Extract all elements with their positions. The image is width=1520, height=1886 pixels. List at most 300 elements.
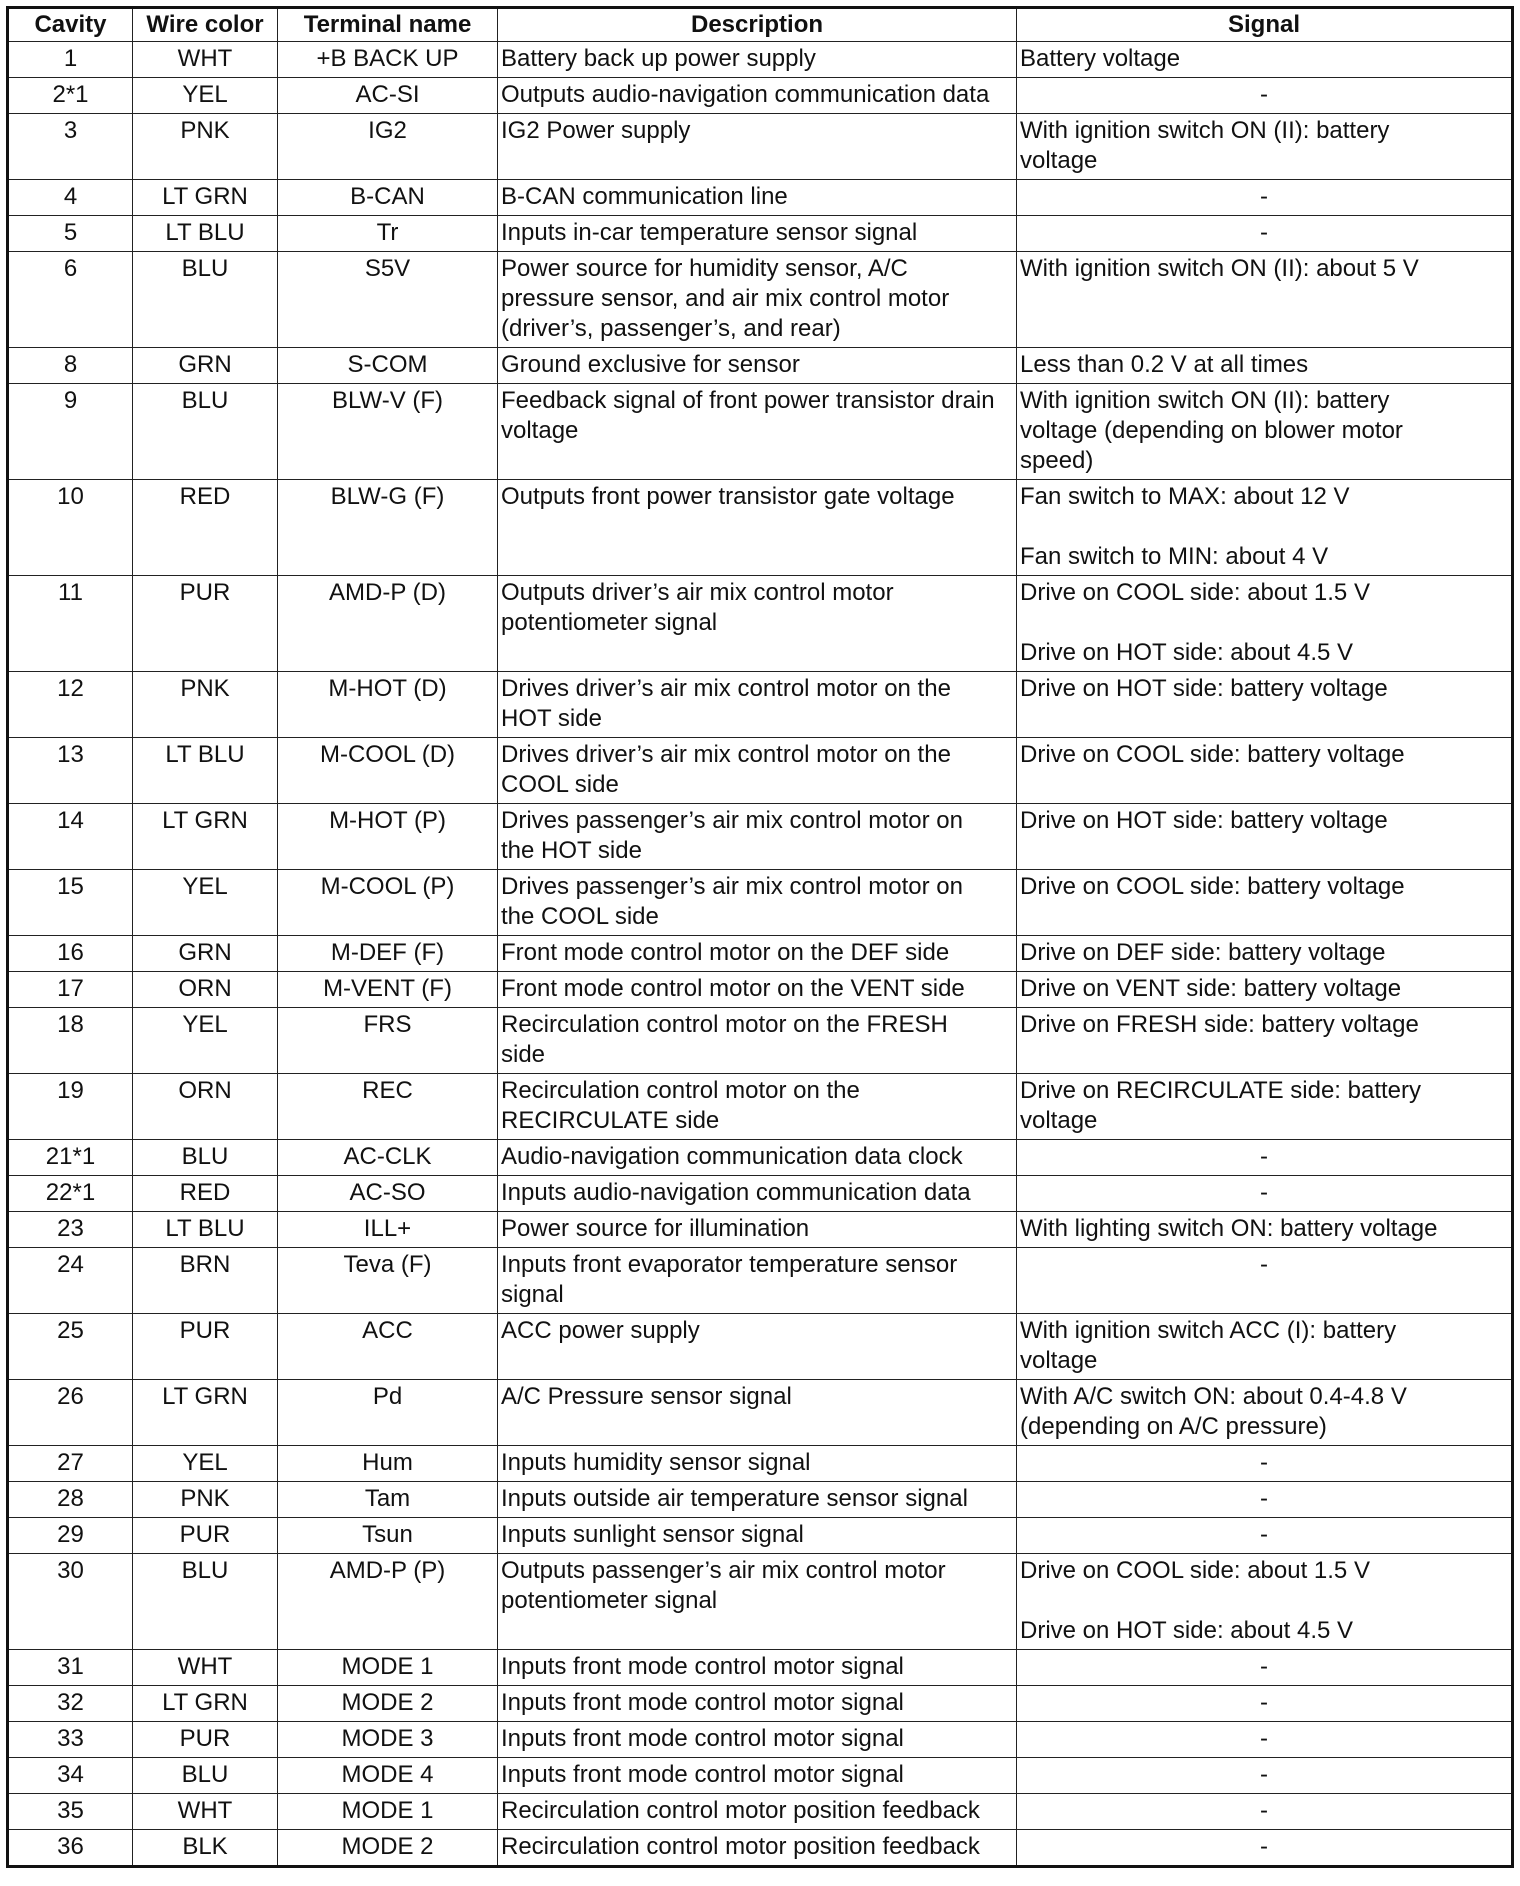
signal-cell — [1017, 1176, 1513, 1212]
cavity-cell — [8, 576, 133, 672]
description-cell-text: Front mode control motor on the DEF side — [501, 939, 950, 966]
cavity-cell-text: 11 — [58, 579, 83, 606]
signal-cell — [1017, 738, 1513, 804]
signal-cell-text: Drive on COOL side: battery voltage — [1020, 873, 1405, 900]
description-cell-text: Drives driver’s air mix control motor on the COOL side — [501, 741, 951, 798]
terminal-name-cell — [278, 576, 498, 672]
cavity-cell — [8, 1758, 133, 1794]
wire-color-cell-text: RED — [179, 1179, 231, 1206]
description-cell — [498, 672, 1017, 738]
wire-color-cell-text: ORN — [178, 975, 232, 1002]
connector-pinout-table — [6, 6, 1514, 1868]
cavity-cell-text: 30 — [57, 1557, 84, 1584]
terminal-name-cell-text: AC-CLK — [343, 1143, 432, 1170]
signal-cell-text: Drive on COOL side: about 1.5 V Drive on HOT side: about 4.5 V — [1020, 1557, 1370, 1644]
wire-color-cell-text: LT BLU — [165, 1215, 245, 1242]
terminal-name-cell-text: M-VENT (F) — [323, 975, 452, 1002]
wire-color-cell — [133, 480, 278, 576]
signal-cell — [1017, 936, 1513, 972]
description-cell-text: Recirculation control motor on the FRESH side — [501, 1011, 948, 1068]
terminal-name-cell — [278, 384, 498, 480]
table-body — [8, 42, 1513, 1867]
description-cell-text: Inputs front mode control motor signal — [501, 1761, 904, 1788]
wire-color-cell-text: BLU — [181, 255, 229, 282]
terminal-name-cell — [278, 1176, 498, 1212]
terminal-name-cell — [278, 870, 498, 936]
terminal-name-cell-text: B-CAN — [350, 183, 425, 210]
signal-cell — [1017, 42, 1513, 78]
wire-color-cell — [133, 672, 278, 738]
cavity-cell-text: 12 — [57, 675, 84, 702]
cavity-cell — [8, 1212, 133, 1248]
terminal-name-cell-text: AMD-P (D) — [329, 579, 446, 606]
cavity-cell — [8, 114, 133, 180]
cavity-cell — [8, 1794, 133, 1830]
terminal-name-cell — [278, 114, 498, 180]
terminal-name-cell — [278, 972, 498, 1008]
signal-cell — [1017, 804, 1513, 870]
signal-cell-text: Drive on COOL side: about 1.5 V Drive on HOT side: about 4.5 V — [1020, 579, 1370, 666]
wire-color-cell — [133, 1140, 278, 1176]
signal-cell — [1017, 1314, 1513, 1380]
description-cell — [498, 1686, 1017, 1722]
cavity-cell — [8, 870, 133, 936]
terminal-name-cell — [278, 1008, 498, 1074]
table-row — [8, 114, 1513, 180]
table-row — [8, 180, 1513, 216]
cavity-cell-text: 2*1 — [52, 81, 89, 108]
cavity-cell-text: 1 — [63, 45, 78, 72]
column-header-signal: Signal — [1017, 8, 1513, 42]
wire-color-cell-text: PNK — [180, 1485, 230, 1512]
terminal-name-cell-text: MODE 2 — [341, 1833, 434, 1860]
wire-color-cell-text: YEL — [182, 873, 228, 900]
table-row — [8, 738, 1513, 804]
description-cell-text: Inputs front mode control motor signal — [501, 1653, 904, 1680]
cavity-cell-text: 16 — [57, 939, 84, 966]
terminal-name-cell — [278, 1248, 498, 1314]
wire-color-cell — [133, 42, 278, 78]
signal-cell — [1017, 576, 1513, 672]
description-cell-text: ACC power supply — [501, 1317, 700, 1344]
terminal-name-cell-text: MODE 1 — [341, 1653, 434, 1680]
wire-color-cell — [133, 1380, 278, 1446]
description-cell-text: Inputs front mode control motor signal — [501, 1725, 904, 1752]
description-cell-text: Drives passenger’s air mix control motor on the HOT side — [501, 807, 963, 864]
description-cell — [498, 804, 1017, 870]
cavity-cell-text: 17 — [57, 975, 84, 1002]
table-row — [8, 1212, 1513, 1248]
description-cell — [498, 1140, 1017, 1176]
table-row — [8, 1140, 1513, 1176]
cavity-cell-text: 4 — [63, 183, 78, 210]
signal-cell-text: - — [1260, 1797, 1268, 1824]
terminal-name-cell-text: Teva (F) — [343, 1251, 432, 1278]
terminal-name-cell-text: MODE 3 — [341, 1725, 434, 1752]
description-cell — [498, 180, 1017, 216]
terminal-name-cell — [278, 1380, 498, 1446]
terminal-name-cell-text: M-HOT (P) — [329, 807, 446, 834]
cavity-cell-text: 27 — [57, 1449, 84, 1476]
description-cell — [498, 1482, 1017, 1518]
cavity-cell — [8, 480, 133, 576]
wire-color-cell-text: BLU — [181, 1143, 229, 1170]
signal-cell — [1017, 1722, 1513, 1758]
signal-cell-text: Drive on VENT side: battery voltage — [1020, 975, 1402, 1002]
signal-cell-text: - — [1260, 1251, 1268, 1278]
cavity-cell — [8, 42, 133, 78]
wire-color-cell — [133, 1650, 278, 1686]
description-cell-text: Recirculation control motor on the RECIRCULATE side — [501, 1077, 860, 1134]
cavity-cell — [8, 738, 133, 804]
wire-color-cell-text: PNK — [180, 117, 230, 144]
table-row — [8, 1446, 1513, 1482]
wire-color-cell — [133, 1074, 278, 1140]
wire-color-cell-text: PNK — [180, 675, 230, 702]
signal-cell-text: - — [1260, 81, 1268, 108]
wire-color-cell-text: PUR — [179, 1521, 231, 1548]
table-row — [8, 1758, 1513, 1794]
cavity-cell-text: 34 — [57, 1761, 84, 1788]
cavity-cell — [8, 1074, 133, 1140]
cavity-cell — [8, 936, 133, 972]
cavity-cell-text: 13 — [57, 741, 84, 768]
signal-cell — [1017, 348, 1513, 384]
terminal-name-cell — [278, 1686, 498, 1722]
signal-cell-text: - — [1260, 219, 1268, 246]
cavity-cell — [8, 1314, 133, 1380]
table-row — [8, 576, 1513, 672]
description-cell-text: Power source for illumination — [501, 1215, 810, 1242]
signal-cell-text: Drive on HOT side: battery voltage — [1020, 807, 1388, 834]
description-cell — [498, 1074, 1017, 1140]
signal-cell-text: - — [1260, 1449, 1268, 1476]
cavity-cell — [8, 1554, 133, 1650]
table-row — [8, 1518, 1513, 1554]
description-cell — [498, 1176, 1017, 1212]
description-cell — [498, 1446, 1017, 1482]
table-row — [8, 672, 1513, 738]
description-cell — [498, 870, 1017, 936]
wire-color-cell — [133, 576, 278, 672]
table-row — [8, 1248, 1513, 1314]
terminal-name-cell-text: Tr — [376, 219, 399, 246]
cavity-cell-text: 31 — [57, 1653, 84, 1680]
table-row — [8, 1314, 1513, 1380]
description-cell — [498, 1008, 1017, 1074]
terminal-name-cell-text: AC-SI — [355, 81, 420, 108]
signal-cell-text: - — [1260, 1761, 1268, 1788]
wire-color-cell-text: WHT — [177, 1797, 233, 1824]
wire-color-cell-text: PUR — [179, 1725, 231, 1752]
description-cell-text: Outputs passenger’s air mix control motor potentiometer signal — [501, 1557, 946, 1614]
wire-color-cell-text: YEL — [182, 1011, 228, 1038]
signal-cell — [1017, 384, 1513, 480]
cavity-cell-text: 29 — [57, 1521, 84, 1548]
table-row — [8, 1722, 1513, 1758]
wire-color-cell-text: GRN — [178, 351, 232, 378]
table-row — [8, 1830, 1513, 1867]
terminal-name-cell — [278, 1518, 498, 1554]
wire-color-cell — [133, 252, 278, 348]
description-cell-text: Ground exclusive for sensor — [501, 351, 800, 378]
terminal-name-cell-text: M-DEF (F) — [330, 939, 445, 966]
terminal-name-cell-text: Tam — [364, 1485, 411, 1512]
description-cell — [498, 1650, 1017, 1686]
description-cell — [498, 576, 1017, 672]
description-cell — [498, 1314, 1017, 1380]
terminal-name-cell-text: Hum — [362, 1449, 413, 1476]
signal-cell-text: - — [1260, 1653, 1268, 1680]
wire-color-cell — [133, 1722, 278, 1758]
signal-cell-text: - — [1260, 1143, 1268, 1170]
description-cell — [498, 1518, 1017, 1554]
terminal-name-cell-text: REC — [362, 1077, 413, 1104]
description-cell — [498, 114, 1017, 180]
wire-color-cell — [133, 180, 278, 216]
description-cell-text: Inputs front mode control motor signal — [501, 1689, 904, 1716]
wire-color-cell-text: WHT — [177, 1653, 233, 1680]
signal-cell-text: - — [1260, 1521, 1268, 1548]
table-row — [8, 1554, 1513, 1650]
description-cell — [498, 1722, 1017, 1758]
terminal-name-cell — [278, 78, 498, 114]
signal-cell-text: Less than 0.2 V at all times — [1020, 351, 1309, 378]
signal-cell — [1017, 672, 1513, 738]
terminal-name-cell-text: AC-SO — [349, 1179, 426, 1206]
terminal-name-cell — [278, 1722, 498, 1758]
signal-cell — [1017, 480, 1513, 576]
description-cell — [498, 738, 1017, 804]
terminal-name-cell — [278, 1074, 498, 1140]
cavity-cell-text: 8 — [63, 351, 78, 378]
signal-cell — [1017, 1794, 1513, 1830]
wire-color-cell — [133, 1008, 278, 1074]
signal-cell — [1017, 870, 1513, 936]
terminal-name-cell — [278, 252, 498, 348]
cavity-cell-text: 22*1 — [45, 1179, 96, 1206]
wire-color-cell-text: BLK — [182, 1833, 228, 1860]
wire-color-cell-text: YEL — [182, 1449, 228, 1476]
cavity-cell-text: 33 — [57, 1725, 84, 1752]
cavity-cell — [8, 252, 133, 348]
description-cell-text: Recirculation control motor position feedback — [501, 1833, 980, 1860]
wire-color-cell-text: BRN — [179, 1251, 231, 1278]
signal-cell — [1017, 252, 1513, 348]
terminal-name-cell-text: ILL+ — [363, 1215, 412, 1242]
signal-cell — [1017, 1650, 1513, 1686]
cavity-cell — [8, 78, 133, 114]
table-row — [8, 870, 1513, 936]
cavity-cell-text: 25 — [57, 1317, 84, 1344]
signal-cell-text: Drive on RECIRCULATE side: battery voltage — [1020, 1077, 1422, 1134]
terminal-name-cell-text: MODE 4 — [341, 1761, 434, 1788]
wire-color-cell — [133, 78, 278, 114]
table-row — [8, 1794, 1513, 1830]
cavity-cell — [8, 672, 133, 738]
cavity-cell — [8, 1008, 133, 1074]
description-cell-text: Inputs outside air temperature sensor signal — [501, 1485, 968, 1512]
cavity-cell-text: 19 — [57, 1077, 84, 1104]
table-row — [8, 42, 1513, 78]
signal-cell — [1017, 1830, 1513, 1867]
wire-color-cell-text: LT GRN — [162, 807, 248, 834]
signal-cell — [1017, 1554, 1513, 1650]
description-cell-text: Drives passenger’s air mix control motor on the COOL side — [501, 873, 963, 930]
table-row — [8, 348, 1513, 384]
terminal-name-cell — [278, 738, 498, 804]
table-row — [8, 1176, 1513, 1212]
signal-cell — [1017, 1758, 1513, 1794]
terminal-name-cell — [278, 1314, 498, 1380]
terminal-name-cell — [278, 480, 498, 576]
cavity-cell-text: 28 — [57, 1485, 84, 1512]
cavity-cell-text: 10 — [57, 483, 84, 510]
description-cell-text: Inputs in-car temperature sensor signal — [501, 219, 918, 246]
wire-color-cell — [133, 348, 278, 384]
signal-cell-text: Drive on FRESH side: battery voltage — [1020, 1011, 1419, 1038]
column-header-terminal-name: Terminal name — [278, 8, 498, 42]
terminal-name-cell-text: Tsun — [362, 1521, 413, 1548]
header-row — [8, 8, 1513, 42]
signal-cell — [1017, 114, 1513, 180]
terminal-name-cell-text: MODE 2 — [341, 1689, 434, 1716]
signal-cell-text: With ignition switch ON (II): battery voltage (depending on blower motor speed) — [1020, 387, 1403, 474]
wire-color-cell — [133, 870, 278, 936]
description-cell-text: Audio-navigation communication data clock — [501, 1143, 963, 1170]
terminal-name-cell — [278, 1650, 498, 1686]
terminal-name-cell-text: M-HOT (D) — [328, 675, 447, 702]
cavity-cell-text: 21*1 — [45, 1143, 96, 1170]
signal-cell-text: With A/C switch ON: about 0.4-4.8 V (depending on A/C pressure) — [1020, 1383, 1407, 1440]
table-row — [8, 1482, 1513, 1518]
description-cell — [498, 1758, 1017, 1794]
cavity-cell-text: 32 — [57, 1689, 84, 1716]
signal-cell — [1017, 1140, 1513, 1176]
terminal-name-cell — [278, 216, 498, 252]
description-cell-text: Inputs front evaporator temperature sensor signal — [501, 1251, 958, 1308]
signal-cell-text: Drive on HOT side: battery voltage — [1020, 675, 1388, 702]
signal-cell-text: - — [1260, 1725, 1268, 1752]
signal-cell — [1017, 1380, 1513, 1446]
cavity-cell — [8, 384, 133, 480]
terminal-name-cell-text: BLW-V (F) — [331, 387, 444, 414]
terminal-name-cell — [278, 1446, 498, 1482]
description-cell-text: Inputs audio-navigation communication data — [501, 1179, 971, 1206]
table-row — [8, 1650, 1513, 1686]
terminal-name-cell-text: BLW-G (F) — [330, 483, 445, 510]
cavity-cell — [8, 1722, 133, 1758]
wire-color-cell-text: WHT — [177, 45, 233, 72]
cavity-cell — [8, 1176, 133, 1212]
cavity-cell — [8, 348, 133, 384]
terminal-name-cell-text: FRS — [363, 1011, 412, 1038]
table-row — [8, 972, 1513, 1008]
description-cell — [498, 348, 1017, 384]
cavity-cell — [8, 972, 133, 1008]
table-row — [8, 384, 1513, 480]
table-row — [8, 216, 1513, 252]
terminal-name-cell-text: MODE 1 — [341, 1797, 434, 1824]
wire-color-cell — [133, 114, 278, 180]
wire-color-cell — [133, 972, 278, 1008]
cavity-cell — [8, 1686, 133, 1722]
wire-color-cell — [133, 1554, 278, 1650]
wire-color-cell-text: LT GRN — [162, 1383, 248, 1410]
terminal-name-cell-text: S5V — [364, 255, 411, 282]
cavity-cell-text: 15 — [57, 873, 84, 900]
wire-color-cell — [133, 1518, 278, 1554]
table-row — [8, 252, 1513, 348]
wire-color-cell-text: LT GRN — [162, 183, 248, 210]
wire-color-cell — [133, 216, 278, 252]
cavity-cell-text: 18 — [57, 1011, 84, 1038]
wire-color-cell — [133, 1794, 278, 1830]
wire-color-cell-text: YEL — [182, 81, 228, 108]
wire-color-cell — [133, 804, 278, 870]
signal-cell — [1017, 1518, 1513, 1554]
signal-cell-text: Fan switch to MAX: about 12 V Fan switch to MIN: about 4 V — [1020, 483, 1350, 570]
table-row — [8, 1380, 1513, 1446]
terminal-name-cell-text: M-COOL (P) — [320, 873, 455, 900]
cavity-cell — [8, 1650, 133, 1686]
description-cell — [498, 480, 1017, 576]
signal-cell-text: - — [1260, 183, 1268, 210]
wire-color-cell-text: BLU — [181, 1557, 229, 1584]
wire-color-cell-text: LT GRN — [162, 1689, 248, 1716]
description-cell-text: Battery back up power supply — [501, 45, 816, 72]
description-cell-text: A/C Pressure sensor signal — [501, 1383, 792, 1410]
description-cell — [498, 1554, 1017, 1650]
signal-cell-text: - — [1260, 1179, 1268, 1206]
terminal-name-cell — [278, 804, 498, 870]
description-cell — [498, 216, 1017, 252]
wire-color-cell — [133, 738, 278, 804]
wire-color-cell — [133, 1482, 278, 1518]
terminal-name-cell — [278, 1794, 498, 1830]
cavity-cell — [8, 1248, 133, 1314]
description-cell-text: Feedback signal of front power transistor drain voltage — [501, 387, 995, 444]
signal-cell-text: With ignition switch ON (II): battery voltage — [1020, 117, 1390, 174]
wire-color-cell — [133, 1830, 278, 1867]
wire-color-cell-text: BLU — [181, 387, 229, 414]
description-cell-text: Recirculation control motor position feedback — [501, 1797, 980, 1824]
terminal-name-cell — [278, 936, 498, 972]
cavity-cell — [8, 804, 133, 870]
description-cell — [498, 936, 1017, 972]
description-cell-text: Outputs front power transistor gate voltage — [501, 483, 955, 510]
description-cell — [498, 78, 1017, 114]
terminal-name-cell — [278, 1758, 498, 1794]
column-header-wire-color: Wire color — [133, 8, 278, 42]
wire-color-cell — [133, 1212, 278, 1248]
table-row — [8, 480, 1513, 576]
cavity-cell-text: 14 — [57, 807, 84, 834]
table-row — [8, 78, 1513, 114]
signal-cell-text: With ignition switch ACC (I): battery voltage — [1020, 1317, 1397, 1374]
cavity-cell — [8, 1830, 133, 1867]
signal-cell — [1017, 972, 1513, 1008]
table-row — [8, 936, 1513, 972]
terminal-name-cell-text: S-COM — [347, 351, 428, 378]
signal-cell-text: - — [1260, 1689, 1268, 1716]
signal-cell-text: With ignition switch ON (II): about 5 V — [1020, 255, 1419, 282]
description-cell-text: Outputs audio-navigation communication data — [501, 81, 990, 108]
wire-color-cell-text: GRN — [178, 939, 232, 966]
table-row — [8, 1008, 1513, 1074]
signal-cell-text: - — [1260, 1485, 1268, 1512]
signal-cell-text: Drive on COOL side: battery voltage — [1020, 741, 1405, 768]
